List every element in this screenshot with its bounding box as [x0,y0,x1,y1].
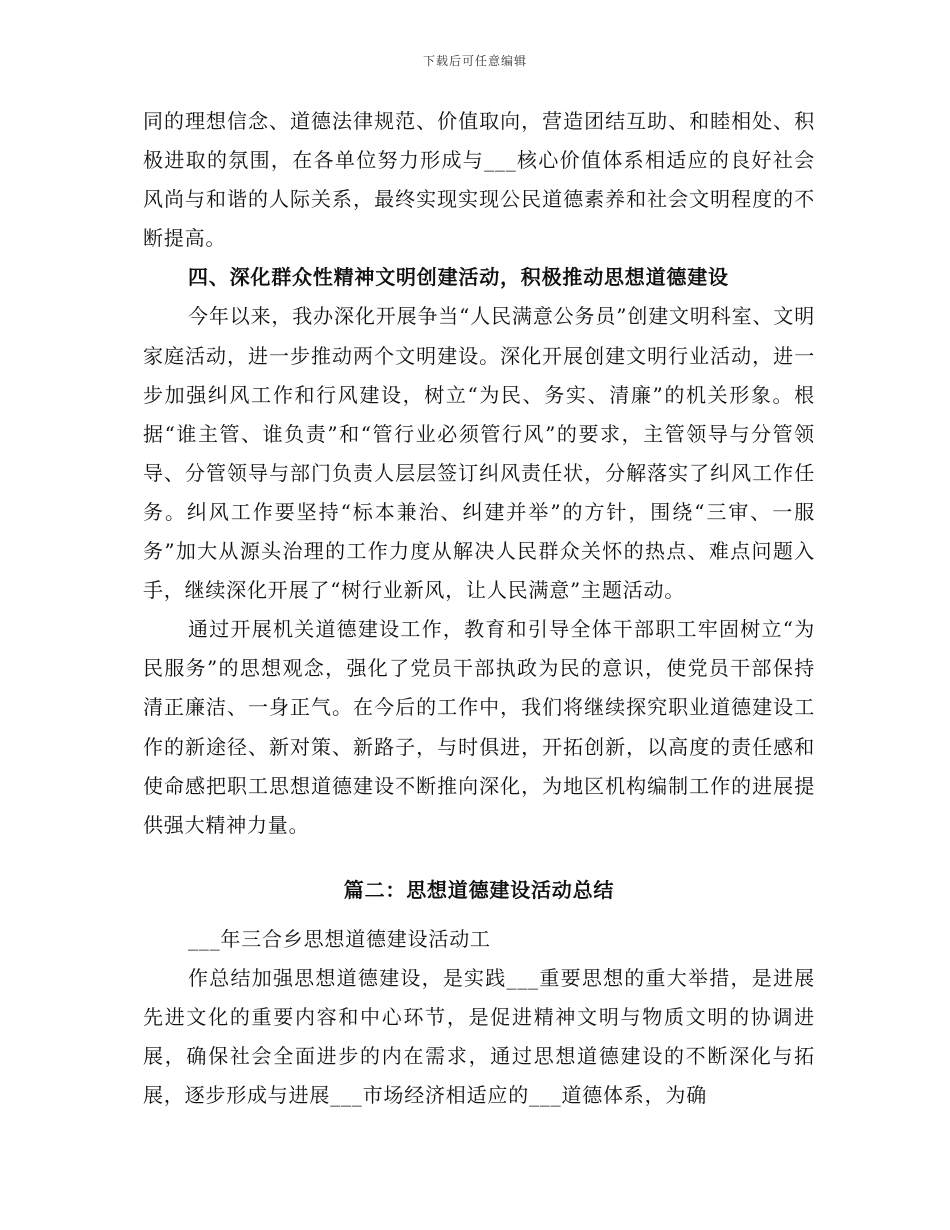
document-body [143,102,815,1115]
paragraph: 作总结加强思想道德建设，是实践___重要思想的重大举措，是进展先进文化的重要内容和中心环节，是促进精神文明与物质文明的协调进展，确保社会全面进步的内在需求，通过思想道德建设的不断深化与拓展，逐步形成与进展___市场经济相适应的___道德体系，为确 [143,965,815,1108]
paragraph-continued: 同的理想信念、道德法律规范、价值取向，营造团结互助、和睦相处、积极进取的氛围，在各单位努力形成与___核心价值体系相适应的良好社会风尚与和谐的人际关系，最终实现实现公民道德素养和社会文明程度的不断提高。 [143,109,815,251]
chapter-title: 篇二：思想道德建设活动总结 [343,877,615,902]
page-header: 下载后可任意编辑 [422,54,527,68]
paragraph: 今年以来，我办深化开展争当“人民满意公务员”创建文明科室、文明家庭活动，进一步推动两个文明建设。深化开展创建文明行业活动，进一步加强纠风工作和行风建设，树立“为民、务实、清廉”的机关形象。根据“谁主管、谁负责”和“管行业必须管行风”的要求，主管领导与分管领导、分管领导与部门负责人层层签订纠风责任状，分解落实了纠风工作任务。纠风工作要坚持“标本兼治、纠建并举”的方针，围绕“三审、一服务”加大从源头治理的工作力度从解决人民群众关怀的热点、难点问题入手，继续深化开展了“树行业新风，让人民满意”主题活动。 [143,304,815,603]
paragraph-subtitle: ___年三合乡思想道德建设活动工 [188,926,491,951]
paragraph: 通过开展机关道德建设工作，教育和引导全体干部职工牢固树立“为民服务”的思想观念，强化了党员干部执政为民的意识，使党员干部保持清正廉洁、一身正气。在今后的工作中，我们将继续探究职业道德建设工作的新途径、新对策、新路子，与时俱进，开拓创新，以高度的责任感和使命感把职工思想道德建设不断推向深化，为地区机构编制工作的进展提供强大精神力量。 [143,617,815,837]
section-heading: 四、深化群众性精神文明创建活动，积极推动思想道德建设 [188,265,729,290]
